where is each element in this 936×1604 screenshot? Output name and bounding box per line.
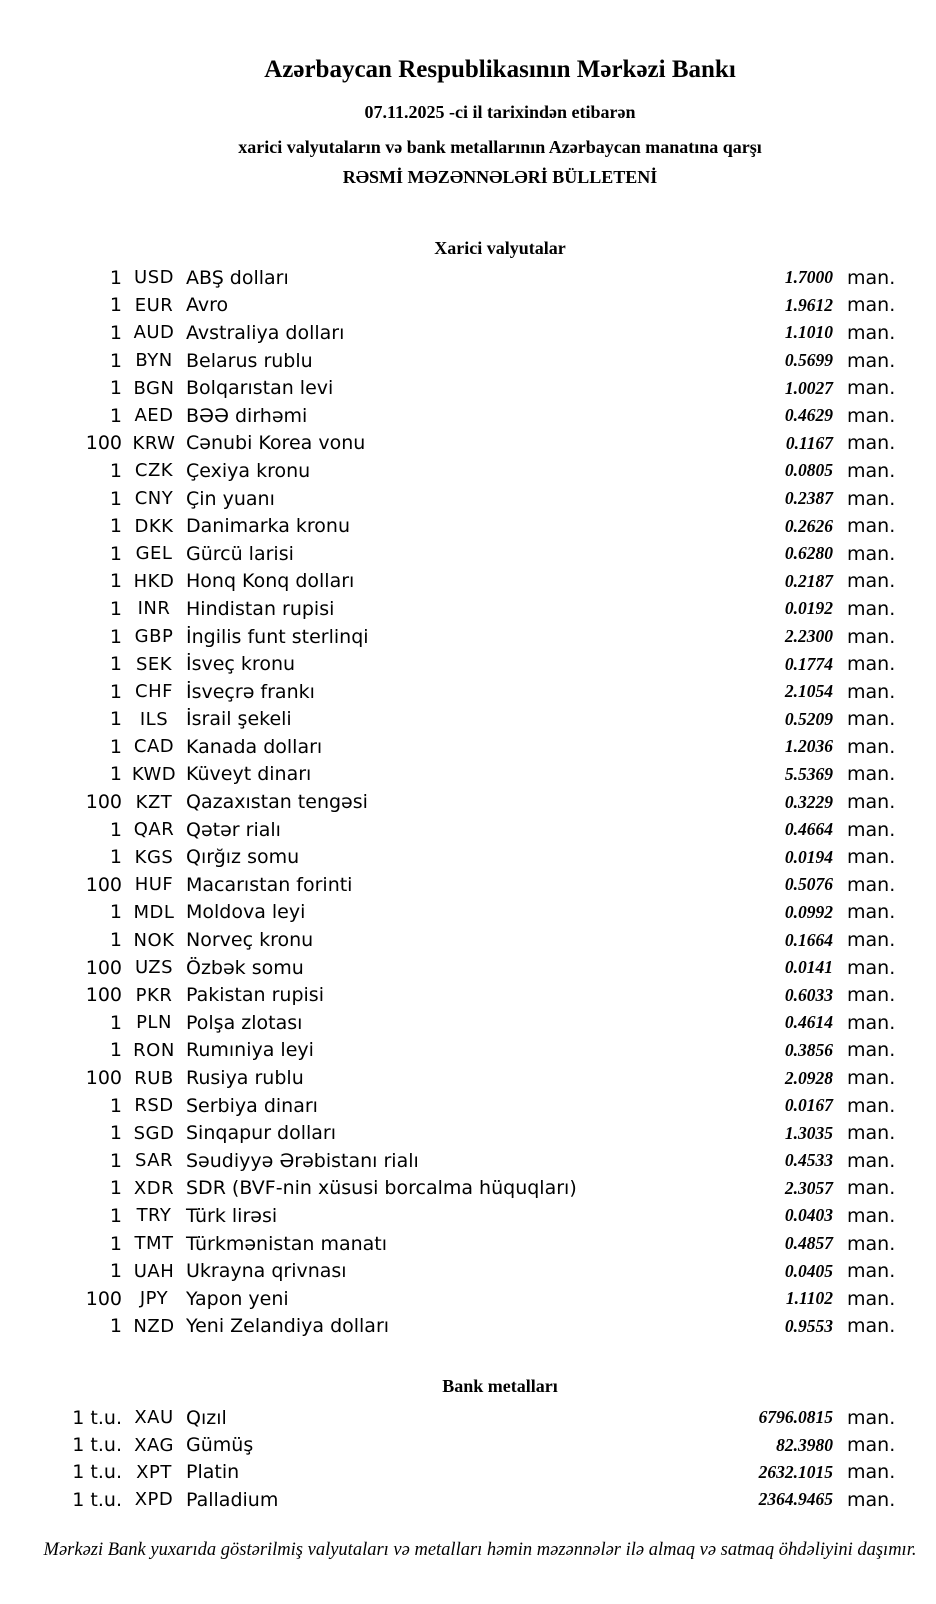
currency-row: [0, 1092, 895, 1120]
currency-row: [0, 374, 895, 402]
rate-cell: 0.4664: [784, 819, 833, 840]
unit-cell: man.: [847, 1287, 896, 1310]
unit-cell: man.: [847, 266, 896, 289]
quantity-cell: 1: [109, 1122, 122, 1145]
quantity-cell: 1: [109, 1232, 122, 1255]
name-cell: Qızıl: [186, 1406, 227, 1429]
rate-cell: 0.5699: [784, 350, 833, 371]
currency-row: [0, 733, 895, 761]
unit-cell: man.: [847, 377, 896, 400]
quantity-cell: 100: [85, 956, 122, 979]
unit-cell: man.: [847, 1434, 896, 1457]
unit-cell: man.: [847, 956, 896, 979]
code-cell: XDR: [133, 1177, 175, 1199]
quantity-cell: 100: [85, 873, 122, 896]
rate-cell: 82.3980: [776, 1434, 833, 1455]
rate-cell: 0.9553: [784, 1315, 833, 1336]
rate-cell: 2632.1015: [758, 1461, 833, 1482]
quantity-cell: 1: [109, 1260, 122, 1283]
unit-cell: man.: [847, 1177, 896, 1200]
name-cell: Qırğız somu: [186, 846, 300, 869]
name-cell: Çexiya kronu: [186, 459, 311, 482]
currency-row: [0, 706, 895, 734]
metal-row: [0, 1486, 895, 1513]
quantity-cell: 100: [85, 984, 122, 1007]
code-cell: NOK: [133, 929, 175, 951]
quantity-cell: 1: [109, 1204, 122, 1227]
currency-row: [0, 926, 895, 954]
currency-row: [0, 1037, 895, 1065]
quantity-cell: 100: [85, 1287, 122, 1310]
metal-row: [0, 1431, 895, 1458]
currency-row: [0, 540, 895, 568]
currency-row: [0, 457, 895, 485]
rate-cell: 0.4629: [784, 405, 833, 426]
quantity-cell: 1: [109, 1011, 122, 1034]
name-cell: Bolqarıstan levi: [186, 377, 334, 400]
currency-row: [0, 899, 895, 927]
unit-cell: man.: [847, 901, 896, 924]
currency-row: [0, 1175, 895, 1203]
name-cell: Macarıstan forinti: [186, 873, 353, 896]
name-cell: Küveyt dinarı: [186, 763, 312, 786]
name-cell: Avro: [186, 294, 229, 317]
name-cell: Pakistan rupisi: [186, 984, 324, 1007]
currency-row: [0, 1257, 895, 1285]
currency-row: [0, 1202, 895, 1230]
quantity-cell: 1: [109, 1039, 122, 1062]
currency-row: [0, 430, 895, 458]
quantity-cell: 1: [109, 1094, 122, 1117]
unit-cell: man.: [847, 846, 896, 869]
quantity-cell: 1: [109, 1315, 122, 1338]
name-cell: Rusiya rublu: [186, 1067, 304, 1090]
code-cell: SAR: [134, 1150, 174, 1172]
currency-row: [0, 981, 895, 1009]
unit-cell: man.: [847, 597, 896, 620]
rate-cell: 0.2387: [784, 488, 833, 509]
footer-disclaimer: Mərkəzi Bank yuxarıda göstərilmiş valyutaları və metalları həmin məzənnələr ilə almaq və satmaq öhdəliyini daşımır.: [43, 1540, 917, 1560]
name-cell: Yapon yeni: [186, 1287, 289, 1310]
quantity-cell: 1 t.u.: [72, 1461, 122, 1484]
unit-cell: man.: [847, 1094, 896, 1117]
metals-section-heading: Bank metalları: [442, 1376, 558, 1396]
name-cell: Qətər rialı: [186, 818, 281, 841]
effective-date-line: 07.11.2025 -ci il tarixindən etibarən: [364, 102, 636, 122]
name-cell: Palladium: [186, 1488, 279, 1511]
unit-cell: man.: [847, 404, 896, 427]
code-cell: XPT: [136, 1461, 172, 1483]
rate-cell: 2364.9465: [758, 1489, 833, 1510]
currency-row: [0, 871, 895, 899]
code-cell: EUR: [134, 294, 174, 316]
quantity-cell: 1: [109, 294, 122, 317]
unit-cell: man.: [847, 1488, 896, 1511]
name-cell: Kanada dolları: [186, 735, 323, 758]
unit-cell: man.: [847, 625, 896, 648]
rate-cell: 5.5369: [784, 763, 833, 784]
rate-cell: 0.0167: [784, 1095, 833, 1116]
unit-cell: man.: [847, 763, 896, 786]
rate-cell: 6796.0815: [758, 1407, 833, 1428]
quantity-cell: 1 t.u.: [72, 1488, 122, 1511]
code-cell: USD: [134, 267, 174, 289]
unit-cell: man.: [847, 1461, 896, 1484]
currencies-table: [0, 264, 895, 1340]
name-cell: İngilis funt sterlinqi: [186, 625, 369, 648]
rate-cell: 0.2626: [784, 515, 833, 536]
currency-row: [0, 1313, 895, 1341]
quantity-cell: 1: [109, 1149, 122, 1172]
currency-row: [0, 761, 895, 789]
name-cell: İsveçrə frankı: [186, 680, 315, 703]
quantity-cell: 1: [109, 846, 122, 869]
unit-cell: man.: [847, 349, 896, 372]
code-cell: CAD: [133, 736, 175, 758]
name-cell: Moldova leyi: [186, 901, 306, 924]
rate-cell: 1.1010: [784, 322, 833, 343]
rate-cell: 0.1167: [785, 432, 833, 453]
unit-cell: man.: [847, 1039, 896, 1062]
code-cell: TRY: [136, 1205, 172, 1227]
unit-cell: man.: [847, 294, 896, 317]
rate-cell: 1.0027: [784, 377, 833, 398]
name-cell: Norveç kronu: [186, 929, 314, 952]
metals-table: [0, 1404, 895, 1514]
currencies-section-heading: Xarici valyutalar: [434, 238, 566, 258]
quantity-cell: 1: [109, 625, 122, 648]
quantity-cell: 1: [109, 653, 122, 676]
currency-row: [0, 1230, 895, 1258]
currency-row: [0, 1009, 895, 1037]
rate-cell: 2.1054: [784, 681, 833, 702]
name-cell: Honq Konq dolları: [186, 570, 355, 593]
code-cell: CHF: [135, 681, 173, 703]
quantity-cell: 100: [85, 432, 122, 455]
unit-cell: man.: [847, 515, 896, 538]
code-cell: KWD: [131, 763, 177, 785]
quantity-cell: 1: [109, 763, 122, 786]
rate-cell: 0.0194: [784, 846, 833, 867]
currency-row: [0, 650, 895, 678]
code-cell: SGD: [133, 1122, 175, 1144]
code-cell: GEL: [135, 543, 173, 565]
name-cell: Sinqapur dolları: [186, 1122, 337, 1145]
rate-cell: 0.1774: [784, 653, 833, 674]
quantity-cell: 1: [109, 597, 122, 620]
rate-cell: 1.3035: [784, 1122, 833, 1143]
quantity-cell: 1: [109, 1177, 122, 1200]
quantity-cell: 1: [109, 680, 122, 703]
unit-cell: man.: [847, 1406, 896, 1429]
rate-cell: 0.6280: [784, 543, 833, 564]
unit-cell: man.: [847, 570, 896, 593]
rate-cell: 0.2187: [784, 570, 833, 591]
rate-cell: 0.0192: [784, 598, 833, 619]
code-cell: DKK: [134, 515, 174, 537]
code-cell: UZS: [134, 957, 174, 979]
rate-cell: 0.4533: [784, 1150, 833, 1171]
rate-cell: 0.3856: [784, 1039, 833, 1060]
code-cell: BGN: [133, 377, 175, 399]
code-cell: XAG: [134, 1434, 174, 1456]
rate-cell: 0.3229: [784, 791, 833, 812]
unit-cell: man.: [847, 459, 896, 482]
name-cell: Platin: [186, 1461, 240, 1484]
currency-row: [0, 816, 895, 844]
quantity-cell: 1: [109, 321, 122, 344]
currency-row: [0, 678, 895, 706]
unit-cell: man.: [847, 1315, 896, 1338]
rate-cell: 0.0405: [784, 1260, 833, 1281]
currency-row: [0, 1119, 895, 1147]
rate-cell: 0.0403: [784, 1205, 833, 1226]
currency-row: [0, 623, 895, 651]
quantity-cell: 1: [109, 377, 122, 400]
unit-cell: man.: [847, 735, 896, 758]
rate-cell: 0.6033: [784, 984, 833, 1005]
rate-cell: 1.7000: [784, 267, 833, 288]
code-cell: GBP: [134, 626, 174, 648]
quantity-cell: 1 t.u.: [72, 1406, 122, 1429]
unit-cell: man.: [847, 653, 896, 676]
name-cell: Cənubi Korea vonu: [186, 432, 366, 455]
currency-row: [0, 485, 895, 513]
currency-row: [0, 292, 895, 320]
name-cell: Yeni Zelandiya dolları: [186, 1315, 390, 1338]
name-cell: Qazaxıstan tengəsi: [186, 791, 368, 814]
code-cell: MDL: [133, 901, 175, 923]
code-cell: PLN: [136, 1012, 172, 1034]
code-cell: RSD: [134, 1095, 174, 1117]
code-cell: NZD: [133, 1315, 175, 1337]
bulletin-title-line: RƏSMİ MƏZƏNNƏLƏRİ BÜLLETENİ: [342, 167, 658, 187]
code-cell: PKR: [135, 984, 173, 1006]
quantity-cell: 1: [109, 266, 122, 289]
unit-cell: man.: [847, 1122, 896, 1145]
currency-row: [0, 1285, 895, 1313]
name-cell: Səudiyyə Ərəbistanı rialı: [186, 1149, 419, 1172]
name-cell: BƏƏ dirhəmi: [186, 404, 308, 427]
name-cell: Ukrayna qrivnası: [186, 1260, 347, 1283]
code-cell: RON: [133, 1039, 175, 1061]
currency-row: [0, 1147, 895, 1175]
rate-cell: 0.0141: [784, 957, 833, 978]
code-cell: CZK: [134, 460, 174, 482]
rate-cell: 0.4614: [784, 1012, 833, 1033]
code-cell: ILS: [139, 708, 169, 730]
name-cell: SDR (BVF-nin xüsusi borcalma hüquqları): [186, 1177, 577, 1200]
unit-cell: man.: [847, 321, 896, 344]
name-cell: Hindistan rupisi: [186, 597, 335, 620]
unit-cell: man.: [847, 984, 896, 1007]
unit-cell: man.: [847, 818, 896, 841]
currency-row: [0, 568, 895, 596]
unit-cell: man.: [847, 1260, 896, 1283]
name-cell: İsveç kronu: [186, 653, 296, 676]
name-cell: Özbək somu: [186, 956, 304, 979]
unit-cell: man.: [847, 1011, 896, 1034]
rate-cell: 0.4857: [784, 1233, 833, 1254]
quantity-cell: 1: [109, 901, 122, 924]
code-cell: INR: [137, 598, 171, 620]
quantity-cell: 1: [109, 929, 122, 952]
code-cell: KZT: [135, 791, 173, 813]
rate-cell: 1.2036: [784, 736, 833, 757]
unit-cell: man.: [847, 1149, 896, 1172]
quantity-cell: 1: [109, 349, 122, 372]
rate-cell: 2.2300: [784, 626, 833, 647]
subtitle-line: xarici valyutaların və bank metallarının Azərbaycan manatına qarşı: [238, 137, 762, 157]
unit-cell: man.: [847, 487, 896, 510]
quantity-cell: 1: [109, 542, 122, 565]
code-cell: KRW: [132, 432, 176, 454]
code-cell: HKD: [133, 570, 175, 592]
unit-cell: man.: [847, 432, 896, 455]
currency-row: [0, 843, 895, 871]
quantity-cell: 1: [109, 459, 122, 482]
name-cell: Serbiya dinarı: [186, 1094, 318, 1117]
currency-row: [0, 319, 895, 347]
currency-row: [0, 512, 895, 540]
rate-cell: 2.3057: [784, 1177, 833, 1198]
page-title: Azərbaycan Respublikasının Mərkəzi Bankı: [264, 56, 736, 83]
unit-cell: man.: [847, 1232, 896, 1255]
quantity-cell: 1: [109, 404, 122, 427]
quantity-cell: 100: [85, 1067, 122, 1090]
name-cell: Avstraliya dolları: [186, 321, 345, 344]
rate-cell: 0.0805: [784, 460, 833, 481]
code-cell: KGS: [134, 846, 174, 868]
currency-row: [0, 954, 895, 982]
code-cell: TMT: [134, 1233, 174, 1255]
quantity-cell: 1: [109, 818, 122, 841]
name-cell: Rumıniya leyi: [186, 1039, 314, 1062]
name-cell: Türk lirəsi: [186, 1204, 278, 1227]
quantity-cell: 1: [109, 570, 122, 593]
quantity-cell: 1: [109, 708, 122, 731]
quantity-cell: 1: [109, 515, 122, 538]
code-cell: XPD: [134, 1489, 174, 1511]
unit-cell: man.: [847, 542, 896, 565]
code-cell: AUD: [133, 322, 175, 344]
name-cell: Çin yuanı: [186, 487, 275, 510]
code-cell: SEK: [135, 653, 173, 675]
code-cell: BYN: [135, 350, 173, 372]
unit-cell: man.: [847, 791, 896, 814]
unit-cell: man.: [847, 708, 896, 731]
metal-row: [0, 1404, 895, 1431]
code-cell: RUB: [134, 1067, 174, 1089]
currency-row: [0, 1064, 895, 1092]
name-cell: Gümüş: [186, 1434, 254, 1457]
rate-cell: 0.5076: [784, 874, 833, 895]
quantity-cell: 1 t.u.: [72, 1434, 122, 1457]
currency-row: [0, 347, 895, 375]
currency-row: [0, 264, 895, 292]
name-cell: Türkmənistan manatı: [186, 1232, 388, 1255]
quantity-cell: 1: [109, 487, 122, 510]
code-cell: UAH: [133, 1260, 175, 1282]
currency-row: [0, 402, 895, 430]
code-cell: HUF: [134, 874, 174, 896]
unit-cell: man.: [847, 1204, 896, 1227]
name-cell: Polşa zlotası: [186, 1011, 303, 1034]
unit-cell: man.: [847, 873, 896, 896]
code-cell: JPY: [139, 1288, 169, 1310]
currency-row: [0, 595, 895, 623]
name-cell: Belarus rublu: [186, 349, 313, 372]
quantity-cell: 1: [109, 735, 122, 758]
name-cell: Danimarka kronu: [186, 515, 351, 538]
rate-cell: 1.1102: [785, 1288, 833, 1309]
rate-cell: 2.0928: [784, 1067, 833, 1088]
quantity-cell: 100: [85, 791, 122, 814]
rate-cell: 0.1664: [784, 929, 833, 950]
currency-row: [0, 788, 895, 816]
unit-cell: man.: [847, 1067, 896, 1090]
metal-row: [0, 1459, 895, 1486]
code-cell: XAU: [134, 1407, 174, 1429]
code-cell: CNY: [134, 488, 174, 510]
name-cell: İsrail şekeli: [186, 708, 292, 731]
name-cell: Gürcü larisi: [186, 542, 294, 565]
code-cell: AED: [134, 405, 174, 427]
rate-cell: 0.5209: [784, 708, 833, 729]
rate-cell: 0.0992: [784, 901, 833, 922]
unit-cell: man.: [847, 929, 896, 952]
code-cell: QAR: [133, 819, 175, 841]
rate-cell: 1.9612: [784, 294, 833, 315]
name-cell: ABŞ dolları: [186, 266, 289, 289]
unit-cell: man.: [847, 680, 896, 703]
